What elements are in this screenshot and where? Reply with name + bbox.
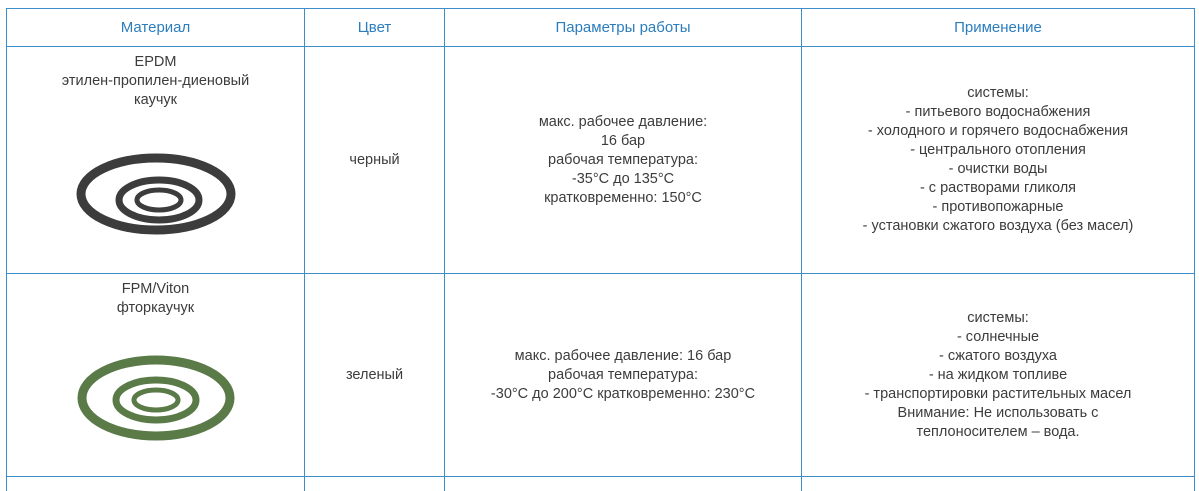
table-row-partial <box>7 477 1195 491</box>
params-line: 16 бар <box>445 132 801 151</box>
application-cell <box>802 274 1195 477</box>
application-line: - очистки воды <box>802 160 1194 179</box>
header-color: Цвет <box>305 9 445 47</box>
application-line: теплоносителем – вода. <box>802 423 1194 442</box>
header-params: Параметры работы <box>445 9 802 47</box>
application-line: - холодного и горячего водоснабжения <box>802 122 1194 141</box>
params-line: рабочая температура: <box>445 151 801 170</box>
application-line: - на жидком топливе <box>802 366 1194 385</box>
params-line: -30°С до 200°С кратковременно: 230°С <box>445 385 801 404</box>
application-line: - питьевого водоснабжения <box>802 103 1194 122</box>
material-cell <box>7 47 305 274</box>
params-line: -35°С до 135°С <box>445 170 801 189</box>
material-name-line: EPDM <box>7 53 304 72</box>
application-line: Внимание: Не использовать с <box>802 404 1194 423</box>
material-name-line: FPM/Viton <box>7 280 304 299</box>
table-row <box>7 47 1195 274</box>
material-cell <box>7 274 305 477</box>
inner-ring <box>134 390 178 410</box>
outer-ring <box>82 360 230 436</box>
materials-table <box>6 8 1195 491</box>
material-name-line: фторкаучук <box>7 299 304 318</box>
params-line: макс. рабочее давление: 16 бар <box>445 347 801 366</box>
color-cell: черный <box>305 47 445 274</box>
middle-ring <box>119 180 199 220</box>
application-line: системы: <box>802 84 1194 103</box>
application-line: - установки сжатого воздуха (без масел) <box>802 217 1194 236</box>
application-cell <box>802 47 1195 274</box>
application-line: - с растворами гликоля <box>802 179 1194 198</box>
middle-ring <box>116 380 196 420</box>
params-line: макс. рабочее давление: <box>445 113 801 132</box>
application-line: - солнечные <box>802 328 1194 347</box>
green-o-rings-icon <box>76 354 236 442</box>
material-name-line: этилен-пропилен-диеновый <box>7 72 304 91</box>
application-line: - центрального отопления <box>802 141 1194 160</box>
header-material: Материал <box>7 9 305 47</box>
application-line: - противопожарные <box>802 198 1194 217</box>
application-line: системы: <box>802 309 1194 328</box>
application-line: - транспортировки растительных масел <box>802 385 1194 404</box>
color-cell: зеленый <box>305 274 445 477</box>
header-application: Применение <box>802 9 1195 47</box>
params-cell <box>445 47 802 274</box>
params-line: рабочая температура: <box>445 366 801 385</box>
header-row <box>7 9 1195 47</box>
table-row <box>7 274 1195 477</box>
material-name-line: каучук <box>7 91 304 110</box>
params-line: кратковременно: 150°С <box>445 189 801 208</box>
black-o-rings-icon <box>76 152 236 236</box>
inner-ring <box>137 190 181 210</box>
params-cell <box>445 274 802 477</box>
application-line: - сжатого воздуха <box>802 347 1194 366</box>
